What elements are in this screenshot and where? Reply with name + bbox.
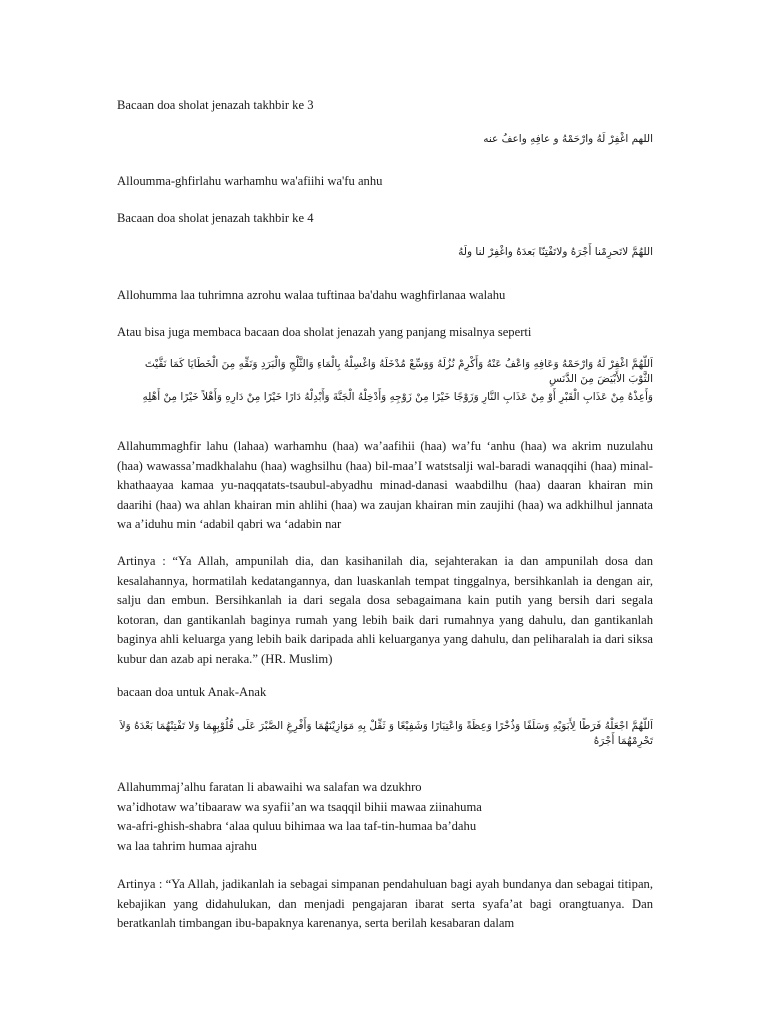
latin-anak-line: wa-afri-ghish-shabra ‘alaa quluu bihimaa wa laa taf-tin-humaa ba’dahu (117, 819, 477, 833)
heading-takbir-4: Bacaan doa sholat jenazah takhbir ke 4 (117, 211, 314, 225)
artinya-long-prayer: Artinya : “Ya Allah, ampunilah dia, dan kasihanilah dia, sejahterakan ia dan ampunilah dosa dan kesalahannya, hormatilah kedatangannya, dan luaskanlah tempat tinggalnya, bersihkanlah ia dengan air, salju dan embun. Bersihkanlah ia dari segala dosa sebagaimana kain putih yang bersih dari segala kotoran, dan gantikanlah baginya rumah yang lebih baik dari rumahnya yang dahulu, dan gantikanlah baginya ahli keluarga yang lebih baik daripada ahli keluarganya yang dahulu, dan peliharalah ia dari siksa kubur dan azab api neraka.” (HR. Muslim) (117, 554, 653, 666)
heading-anak: bacaan doa untuk Anak-Anak (117, 685, 267, 699)
latin-anak (117, 778, 653, 856)
latin-anak-line: wa laa tahrim humaa ajrahu (117, 838, 257, 853)
arabic-long-prayer (117, 357, 653, 405)
latin-takbir-3: Alloumma-ghfirlahu warhamhu wa'afiihi wa'fu anhu (117, 174, 383, 188)
artinya-anak: Artinya : “Ya Allah, jadikanlah ia sebagai simpanan pendahuluan bagi ayah bundanya dan sebagai titipan, kebajikan yang didahulukan, dan menjadi pengajaran ibarat serta syafa’at bagi orangtuanya. Dan beratkanlah timbangan ibu-bapaknya karenanya, serta berilah kesabaran dalam (117, 877, 653, 930)
heading-takbir-3: Bacaan doa sholat jenazah takhbir ke 3 (117, 98, 314, 112)
latin-anak-line: Allahummaj’alhu faratan li abawaihi wa salafan wa dzukhro (117, 780, 422, 794)
latin-takbir-4: Allohumma laa tuhrimna azrohu walaa tuftinaa ba'dahu waghfirlanaa walahu (117, 288, 506, 302)
arabic-takbir-4: اللهُمَّ لاتَحرِمْنا أَجْرَهُ ولاتَفْتِنّا بَعدَهُ واغْفِرْ لنا ولَهُ (458, 246, 653, 258)
intro-long-prayer: Atau bisa juga membaca bacaan doa sholat jenazah yang panjang misalnya seperti (117, 325, 532, 339)
arabic-long-line: اَللّهُمَّ اغْفِرْ لَهُ وَارْحَمْهُ وَعَافِهِ وَاعْفُ عَنْهُ وَأَكْرِمْ نُزُلَهُ وَوَسِّعْ مُدْخَلَهُ وَاغْسِلْهُ بِالْمَاءِ وَالثَّلْجِ وَالْبَرَدِ وَنَقِّهِ مِنَ الْخَطَايَا كَمَا نَقَّيْتَ الثَّوْبَ الأَبْيَضَ مِنَ الدَّنَسِ (144, 358, 653, 385)
latin-anak-line: wa’idhotaw wa’tibaaraw wa syafii’an wa tsaqqil bihii mawaa ziinahuma (117, 799, 482, 814)
arabic-takbir-3: اللهم اغْفِرْ لَهُ وارْحَمْهُ و عافِهِ واعفُ عنه (483, 133, 653, 145)
arabic-anak: اَللّهُمَّ اجْعَلْهُ فَرَطًا لِأَبَوَيْهِ وَسَلَفًا وَذُخْرًا وَعِظَةً وَاعْتِبَارًا وَشَفِيْعًا وَ ثَقِّلْ بِهِ مَوَازِيْنَهُمَا وَأَفْرِغِ الصَّبْرَ عَلَى قُلُوْبِهِمَا وَلا تَفْتِنْهُمَا بَعْدَهُ وَلاَ تَحْرِمْهُمَا أَجْرَهُ (119, 720, 653, 747)
arabic-long-line: وَأَعِذْهُ مِنْ عَذَابِ الْقَبْرِ أَوْ مِنْ عَذَابِ النَّارِ وَزَوْجًا خَيْرًا مِنْ زَوْجِهِ وَأَدْخِلْهُ الْجَنَّةَ وَأَبْدِلْهُ دَارًا خَيْرًا مِنْ دَارِهِ وَأَهْلاً خَيْرًا مِنْ أَهْلِهِ (142, 391, 653, 403)
latin-long-prayer: Allahummaghfir lahu (lahaa) warhamhu (haa) wa’aafihii (haa) wa’fu ‘anhu (haa) wa akrim nuzulahu (haa) wawassa’madkhalahu (haa) waghsilhu (haa) bil-maa’I watstsalji wal-baradi wanaqqihi (haa) minal-khathaayaa kamaa yu-naqqatats-tsaubul-abyadhu minad-danasi waabdilhu (haa) daaran khairan min daarihi (haa) wa ahlan khairan min ahlihi (haa) wa zaujan khairan min zaujihi (haa) wa adkhilhul jannata wa a’iduhu min ‘adabil qabri wa ‘adabin nar (117, 439, 653, 531)
